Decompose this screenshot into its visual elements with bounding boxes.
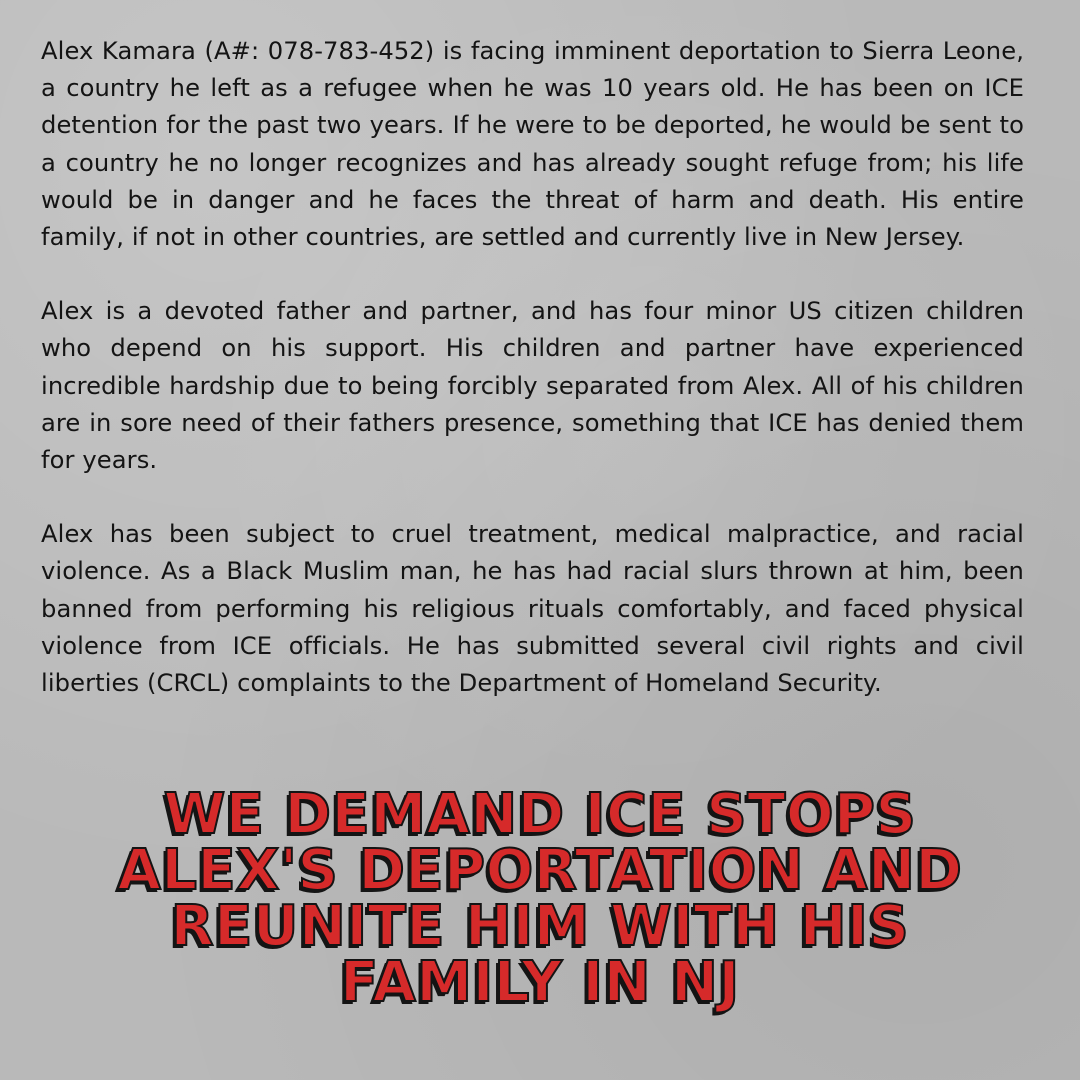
demand-line: REUNITE HIM WITH HIS — [170, 894, 910, 959]
demand-line: FAMILY IN NJ — [340, 950, 740, 1015]
demand-line: WE DEMAND ICE STOPS — [163, 782, 917, 847]
paragraph-family: Alex is a devoted father and partner, and has four minor US citizen children who depend on his support. His children and partner have experienced incredible hardship due to being forcibly separated from Alex. All of his children are in sore need of their fathers presence, something that ICE has denied them for years. — [41, 297, 1024, 475]
paragraph-situation: Alex Kamara (A#: 078-783-452) is facing imminent deportation to Sierra Leone, a country he left as a refugee when he was 10 years old. He has been on ICE detention for the past two years. If he were to be deported, he would be sent to a country he no longer recognizes and has already sought refuge from; his life would be in danger and he faces the threat of harm and death. His entire family, if not in other countries, are settled and currently live in New Jersey. — [41, 37, 1024, 252]
body-text — [41, 33, 1024, 702]
demand-headline — [60, 782, 1020, 1015]
demand-line: ALEX'S DEPORTATION AND — [117, 838, 963, 903]
paragraph-treatment: Alex has been subject to cruel treatment, medical malpractice, and racial violence. As a Black Muslim man, he has had racial slurs thrown at him, been banned from performing his religious rituals comfortably, and faced physical violence from ICE officials. He has submitted several civil rights and civil liberties (CRCL) complaints to the Department of Homeland Security. — [41, 520, 1024, 698]
